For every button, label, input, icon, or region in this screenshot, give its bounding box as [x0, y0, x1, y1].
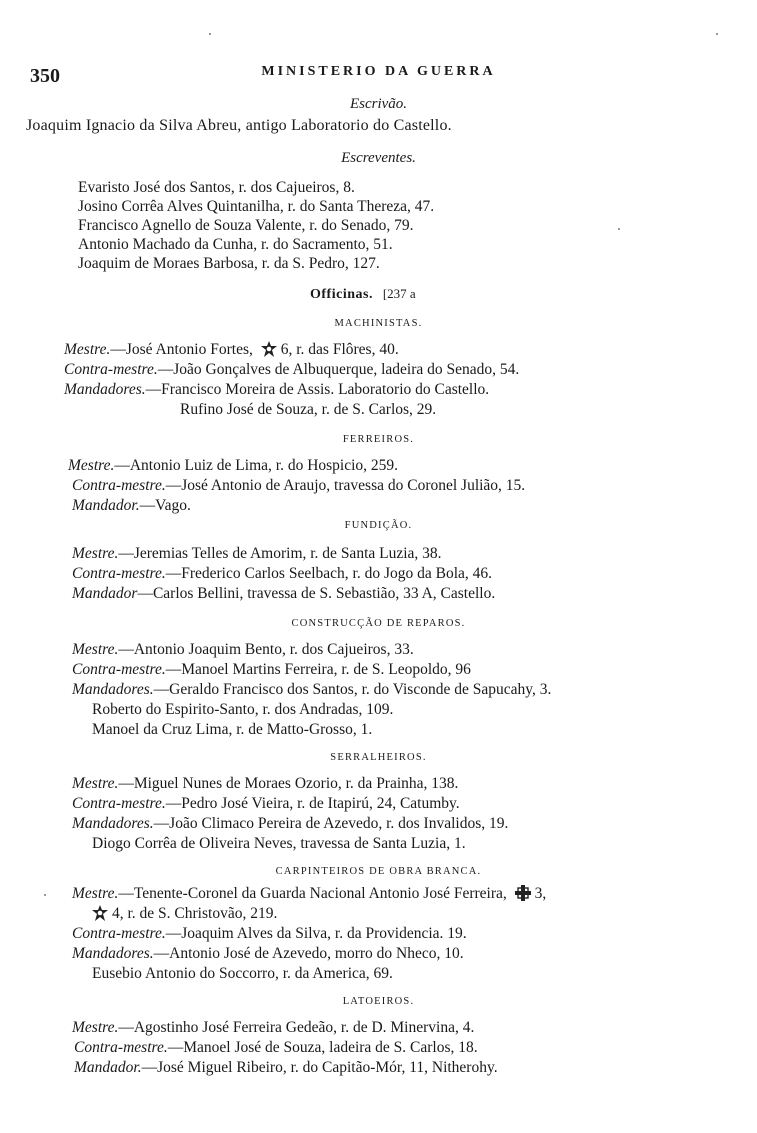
role-label: Mandador	[72, 585, 138, 602]
serralheiros-mestre	[72, 774, 458, 794]
entry-text: —Antonio José de Azevedo, morro do Nheco, 10.	[153, 945, 464, 962]
serralheiros-heading: SERRALHEIROS.	[330, 752, 427, 763]
entry-text: 4, r. de S. Christovão, 219.	[112, 905, 278, 922]
fundicao-contra-mestre	[72, 564, 492, 584]
role-label: Mandador.	[72, 497, 140, 514]
latoeiros-contra-mestre	[74, 1038, 478, 1058]
escrevente-line-4: Antonio Machado da Cunha, r. do Sacramento, 51.	[78, 236, 393, 253]
entry-text: —Miguel Nunes de Moraes Ozorio, r. da Prainha, 138.	[118, 775, 459, 792]
escrevente-line-1: Evaristo José dos Santos, r. dos Cajueiros, 8.	[78, 179, 355, 196]
entry-text: —José Antonio de Araujo, travessa do Coronel Julião, 15.	[165, 477, 526, 494]
entry-text: —Jeremias Telles de Amorim, r. de Santa Luzia, 38.	[118, 545, 442, 562]
machinistas-mandadores	[64, 380, 489, 400]
escreventes-heading: Escreventes.	[341, 150, 416, 166]
role-label: Mandadores.	[72, 815, 154, 832]
carpinteiros-mestre	[72, 884, 546, 904]
entry-text: —Tenente-Coronel da Guarda Nacional Antonio José Ferreira,	[118, 885, 507, 902]
role-label: Contra-mestre.	[72, 795, 166, 812]
latoeiros-heading: LATOEIROS.	[342, 996, 415, 1007]
running-title: MINISTERIO DA GUERRA	[261, 64, 496, 79]
role-label: Contra-mestre.	[72, 565, 166, 582]
entry-text: —José Miguel Ribeiro, r. do Capitão-Mór, 11, Nitherohy.	[141, 1059, 498, 1076]
fundicao-heading: FUNDIÇÃO.	[344, 520, 413, 531]
reparos-mandador-cont-1: Roberto do Espirito-Santo, r. dos Andradas, 109.	[92, 701, 394, 718]
order-badge-icon	[92, 905, 108, 921]
role-label: Mestre.	[72, 641, 119, 658]
ferreiros-mandador	[72, 496, 191, 516]
entry-text: —Antonio Joaquim Bento, r. dos Cajueiros, 33.	[118, 641, 414, 658]
escrevente-line-5: Joaquim de Moraes Barbosa, r. da S. Pedro, 127.	[78, 255, 380, 272]
reparos-heading: CONSTRUCÇÃO DE REPAROS.	[291, 618, 466, 629]
latoeiros-mestre	[72, 1018, 474, 1038]
fundicao-mestre	[72, 544, 442, 564]
role-label: Mandadores.	[72, 681, 154, 698]
entry-text: —Pedro José Vieira, r. de Itapirú, 24, Catumby.	[165, 795, 460, 812]
paper-speck	[44, 894, 46, 896]
reparos-mandadores	[72, 680, 551, 700]
role-label: Mestre.	[64, 341, 111, 358]
reparos-mestre	[72, 640, 414, 660]
paper-speck	[618, 228, 620, 230]
carpinteiros-mestre-cont	[92, 904, 277, 924]
machinistas-mestre	[64, 340, 399, 360]
cross-order-icon	[515, 885, 531, 901]
ferreiros-heading: FERREIROS.	[342, 434, 415, 445]
escrevente-line-3: Francisco Agnello de Souza Valente, r. do Senado, 79.	[78, 217, 414, 234]
reparos-contra-mestre	[72, 660, 471, 680]
escrivao-heading: Escrivão.	[349, 96, 408, 112]
fundicao-mandador	[72, 584, 495, 604]
entry-text: —Carlos Bellini, travessa de S. Sebastião, 33 A, Castello.	[137, 585, 496, 602]
role-label: Contra-mestre.	[72, 661, 166, 678]
entry-text: —Joaquim Alves da Silva, r. da Providencia. 19.	[165, 925, 467, 942]
paper-speck	[716, 33, 718, 35]
role-label: Mandadores.	[72, 945, 154, 962]
entry-text: 6, r. das Flôres, 40.	[280, 341, 399, 358]
role-label: Mestre.	[72, 1019, 119, 1036]
paper-speck	[209, 33, 211, 35]
officinas-heading: Officinas.	[310, 287, 373, 302]
officinas-note: [237 a	[382, 286, 416, 301]
serralheiros-contra-mestre	[72, 794, 460, 814]
machinistas-contra-mestre	[64, 360, 519, 380]
order-badge-icon	[261, 341, 277, 357]
reparos-mandador-cont-2: Manoel da Cruz Lima, r. de Matto-Grosso, 1.	[92, 721, 373, 738]
carpinteiros-mandador-cont: Eusebio Antonio do Soccorro, r. da America, 69.	[92, 965, 393, 982]
entry-text: —Manoel Martins Ferreira, r. de S. Leopoldo, 96	[165, 661, 471, 678]
role-label: Mestre.	[72, 775, 119, 792]
ferreiros-contra-mestre	[72, 476, 525, 496]
escrivao-line: Joaquim Ignacio da Silva Abreu, antigo Laboratorio do Castello.	[26, 117, 452, 134]
latoeiros-mandador	[74, 1058, 498, 1078]
machinistas-mandador-cont: Rufino José de Souza, r. de S. Carlos, 29.	[180, 401, 437, 418]
machinistas-heading: MACHINISTAS.	[334, 318, 423, 329]
carpinteiros-heading: CARPINTEIROS DE OBRA BRANCA.	[275, 866, 482, 877]
role-label: Contra-mestre.	[74, 1039, 168, 1056]
escrevente-line-2: Josino Corrêa Alves Quintanilha, r. do Santa Thereza, 47.	[78, 198, 435, 215]
role-label: Mestre.	[72, 885, 119, 902]
entry-text: 3,	[534, 885, 547, 902]
entry-text: —Agostinho José Ferreira Gedeão, r. de D. Minervina, 4.	[118, 1019, 475, 1036]
ferreiros-mestre	[68, 456, 398, 476]
page-number: 350	[30, 65, 60, 87]
officinas-heading-line	[310, 284, 416, 305]
role-label: Mandadores.	[64, 381, 146, 398]
entry-text: —Manoel José de Souza, ladeira de S. Carlos, 18.	[167, 1039, 478, 1056]
entry-text: —Vago.	[139, 497, 191, 514]
entry-text: —Geraldo Francisco dos Santos, r. do Visconde de Sapucahy, 3.	[153, 681, 552, 698]
entry-text: —João Gonçalves de Albuquerque, ladeira do Senado, 54.	[157, 361, 520, 378]
carpinteiros-mandadores	[72, 944, 464, 964]
role-label: Mestre.	[68, 457, 115, 474]
serralheiros-mandador-cont: Diogo Corrêa de Oliveira Neves, travessa de Santa Luzia, 1.	[92, 835, 466, 852]
entry-text: —João Climaco Pereira de Azevedo, r. dos Invalidos, 19.	[153, 815, 509, 832]
role-label: Contra-mestre.	[64, 361, 158, 378]
serralheiros-mandadores	[72, 814, 508, 834]
role-label: Mandador.	[74, 1059, 142, 1076]
entry-text: —Francisco Moreira de Assis. Laboratorio do Castello.	[145, 381, 490, 398]
role-label: Mestre.	[72, 545, 119, 562]
entry-text: —Frederico Carlos Seelbach, r. do Jogo da Bola, 46.	[165, 565, 493, 582]
entry-text: —José Antonio Fortes,	[110, 341, 253, 358]
entry-text: —Antonio Luiz de Lima, r. do Hospicio, 259.	[114, 457, 399, 474]
role-label: Contra-mestre.	[72, 925, 166, 942]
role-label: Contra-mestre.	[72, 477, 166, 494]
carpinteiros-contra-mestre	[72, 924, 467, 944]
